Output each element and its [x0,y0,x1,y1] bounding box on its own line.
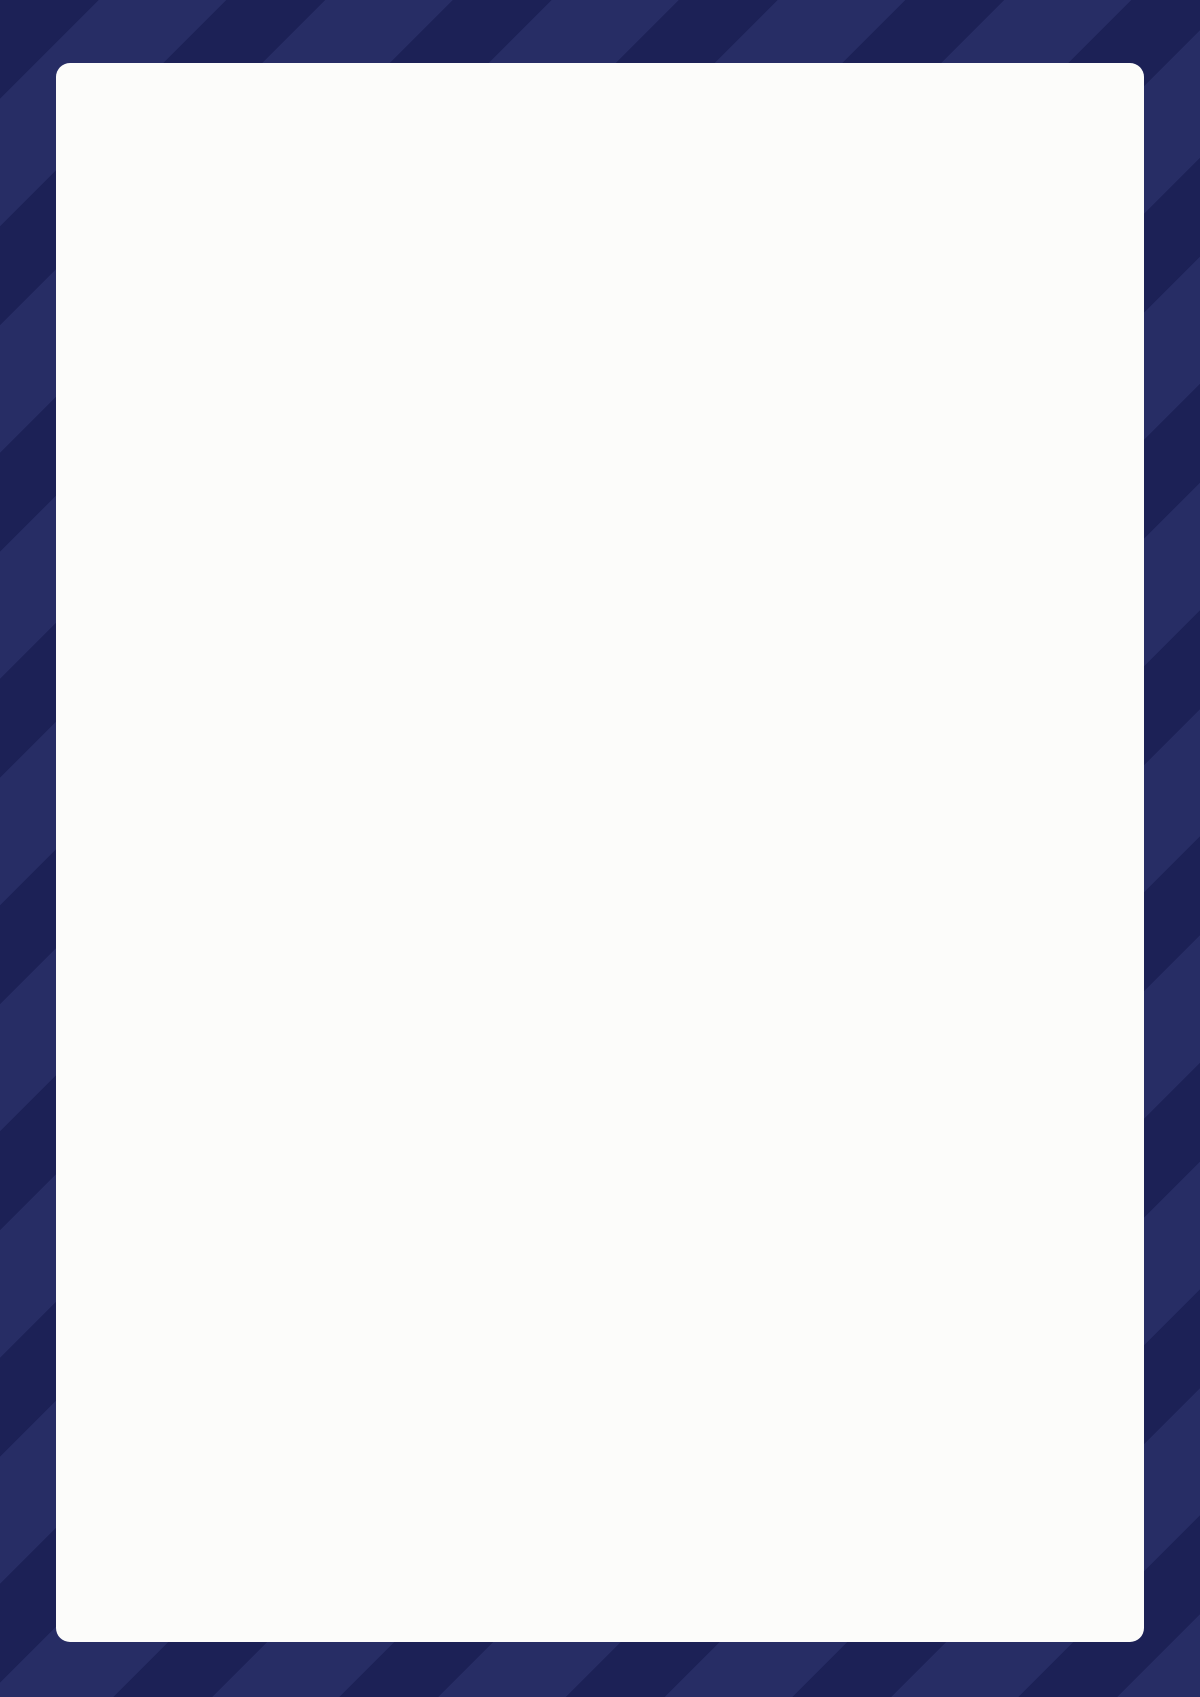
content-card [56,63,1144,1642]
